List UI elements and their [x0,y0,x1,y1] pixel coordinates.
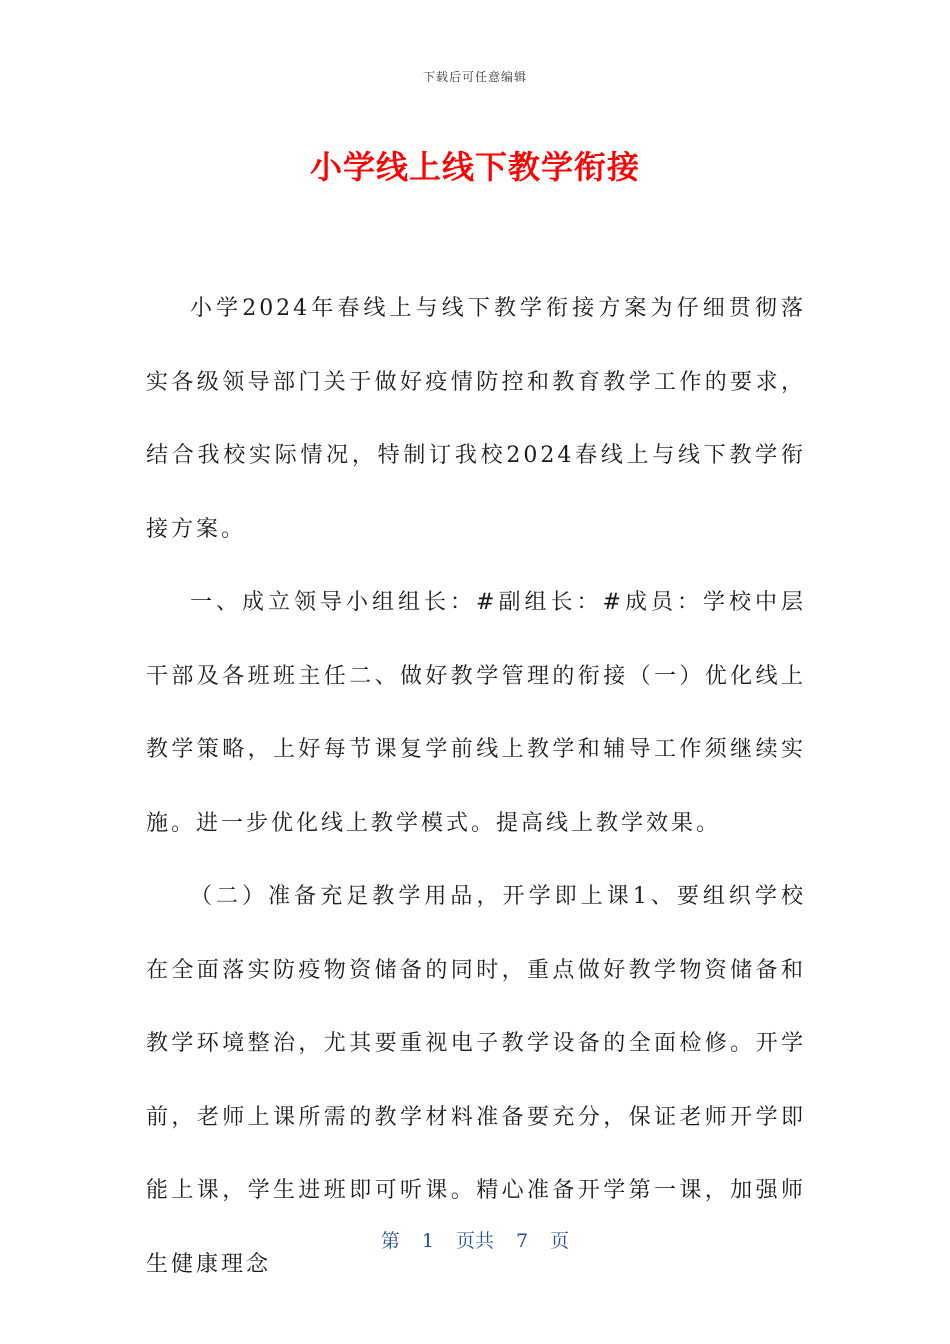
paragraph-2: 一、成立领导小组组长：#副组长：#成员：学校中层干部及各班班主任二、做好教学管理的衔接（一）优化线上教学策略，上好每节课复学前线上教学和辅导工作须继续实施。进一步优化线上教学模式。提高线上教学效果。 [146,590,806,836]
header-note: 下载后可任意编辑 [422,70,527,84]
footer-middle: 页共 [455,1230,494,1252]
document-title: 小学线上线下教学衔接 [309,148,640,186]
footer-suffix: 页 [550,1230,570,1252]
paragraph-1: 小学2024年春线上与线下教学衔接方案为仔细贯彻落实各级领导部门关于做好疫情防控和教育教学工作的要求，结合我校实际情况，特制订我校2024春线上与线下教学衔接方案。 [146,296,806,542]
document-body [146,272,806,1301]
footer-total-pages: 7 [516,1230,529,1252]
footer-prefix: 第 [380,1230,400,1252]
footer-current-page: 1 [421,1230,434,1252]
paragraph-3: （二）准备充足教学用品，开学即上课1、要组织学校在全面落实防疫物资储备的同时，重点做好教学物资储备和教学环境整治，尤其要重视电子教学设备的全面检修。开学前，老师上课所需的教学材料准备要充分，保证老师开学即能上课，学生进班即可听课。精心准备开学第一课，加强师生健康理念 [146,884,806,1277]
page-footer [0,1226,950,1253]
